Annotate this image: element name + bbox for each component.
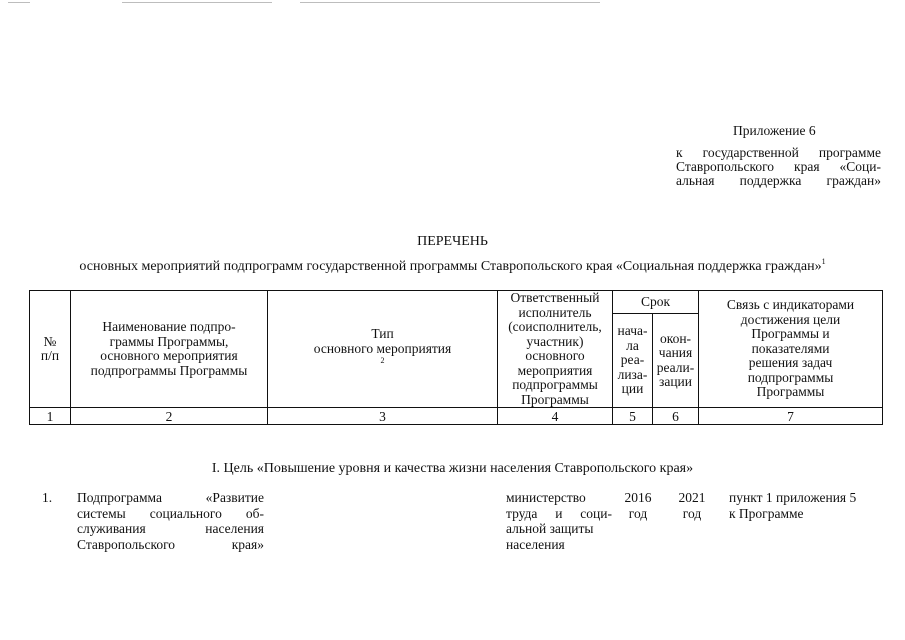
header-name-line: Наименование подпро-: [102, 319, 236, 334]
header-link-line: решения задач: [748, 355, 833, 371]
header-link-line: Программы и: [751, 326, 830, 342]
header-name-line: основного мероприятия: [100, 348, 238, 363]
header-link-line: подпрограммы: [747, 369, 834, 385]
row-number: 1.: [42, 490, 53, 505]
row-name-line: Ставропольского края»: [77, 536, 264, 552]
row-link-line: пункт 1 приложения 5: [729, 490, 857, 505]
row-start-year: [620, 490, 656, 521]
footnote-marker: 1: [821, 257, 826, 266]
document-subtitle-text: основных мероприятий подпрограмм государственной программы Ставропольского края «Социальная поддержка граждан»: [79, 259, 822, 274]
header-number-line: п/п: [40, 348, 60, 363]
header-executor-line: Ответственный: [510, 290, 600, 305]
footnote-marker: 2: [380, 356, 385, 366]
header-executor: [498, 291, 613, 408]
row-link-line: к Программе: [729, 505, 804, 521]
row-executor-line: труда и соци-: [506, 505, 612, 521]
header-start-line: ла: [626, 337, 639, 353]
header-start-line: лиза-: [617, 366, 648, 382]
row-name-line: Подпрограмма «Развитие: [77, 490, 264, 505]
header-name-line: граммы Программы,: [109, 333, 229, 349]
header-end-line: реали-: [656, 359, 695, 375]
column-number: 1: [30, 408, 71, 425]
appendix-subtitle-line: Ставропольского края «Соци-: [676, 159, 881, 174]
header-link-line: достижения цели: [740, 311, 841, 327]
row-executor-line: населения: [506, 536, 565, 552]
row-end-line: 2021: [678, 490, 706, 505]
row-name-line: системы социального об-: [77, 505, 264, 521]
header-executor-line: исполнитель: [518, 304, 592, 320]
scan-artifact: [8, 2, 30, 3]
column-number: 3: [268, 408, 498, 425]
row-executor-line: альной защиты: [506, 521, 594, 536]
row-start-line: год: [628, 505, 648, 521]
header-executor-line: участник): [526, 333, 584, 349]
header-executor-line: мероприятия: [517, 362, 593, 378]
header-type: [268, 291, 498, 408]
row-executor-line: министерство: [506, 490, 586, 505]
row-end-line: год: [682, 505, 702, 521]
header-number-line: №: [43, 333, 57, 349]
header-number: [30, 291, 71, 408]
section-heading: I. Цель «Повышение уровня и качества жизни населения Ставропольского края»: [211, 461, 694, 476]
appendix-title: Приложение 6: [733, 123, 816, 138]
row-name: [77, 490, 264, 552]
header-start-line: нача-: [617, 323, 648, 339]
scan-artifact: [300, 2, 600, 3]
appendix-subtitle-line: альная поддержка граждан»: [676, 173, 881, 188]
row-name-line: служивания населения: [77, 521, 264, 536]
header-end-line: зации: [659, 374, 692, 389]
row-start-line: 2016: [624, 490, 652, 505]
column-number: 7: [699, 408, 883, 425]
header-term-end: [653, 314, 699, 408]
appendix-subtitle-line: к государственной программе: [676, 145, 881, 160]
scan-artifact: [122, 2, 272, 3]
header-start-line: ции: [621, 381, 644, 397]
header-link-line: Связь с индикаторами: [726, 297, 855, 313]
header-term: Срок: [613, 291, 699, 314]
header-term-start: [613, 314, 653, 408]
document-title: ПЕРЕЧЕНЬ: [417, 234, 488, 249]
row-end-year: [672, 490, 712, 521]
column-number: 4: [498, 408, 613, 425]
header-type-line: [270, 342, 495, 371]
header-executor-line: подпрограммы: [512, 377, 598, 392]
header-executor-line: Программы: [521, 391, 589, 407]
row-indicator-link: [729, 490, 889, 521]
header-link-line: показателями: [751, 340, 830, 356]
header-executor-line: (соисполнитель,: [508, 319, 602, 334]
document-subtitle: [0, 259, 905, 275]
header-name-line: подпрограммы Программы: [90, 362, 248, 378]
header-link-line: Программы: [756, 384, 825, 400]
column-number: 2: [71, 408, 268, 425]
header-type-text: основного мероприятия: [313, 340, 452, 356]
appendix-subtitle: [676, 146, 881, 188]
column-number-row: [30, 408, 883, 425]
column-number: 6: [653, 408, 699, 425]
header-end-line: окон-: [659, 330, 692, 346]
header-type-line: Тип: [371, 326, 394, 342]
measures-table: [29, 290, 883, 425]
column-number: 5: [613, 408, 653, 425]
header-name: [71, 291, 268, 408]
header-start-line: реа-: [620, 352, 645, 368]
header-link: [699, 291, 883, 408]
header-end-line: чания: [658, 345, 693, 360]
row-executor: [506, 490, 612, 552]
header-executor-line: основного: [525, 348, 585, 363]
